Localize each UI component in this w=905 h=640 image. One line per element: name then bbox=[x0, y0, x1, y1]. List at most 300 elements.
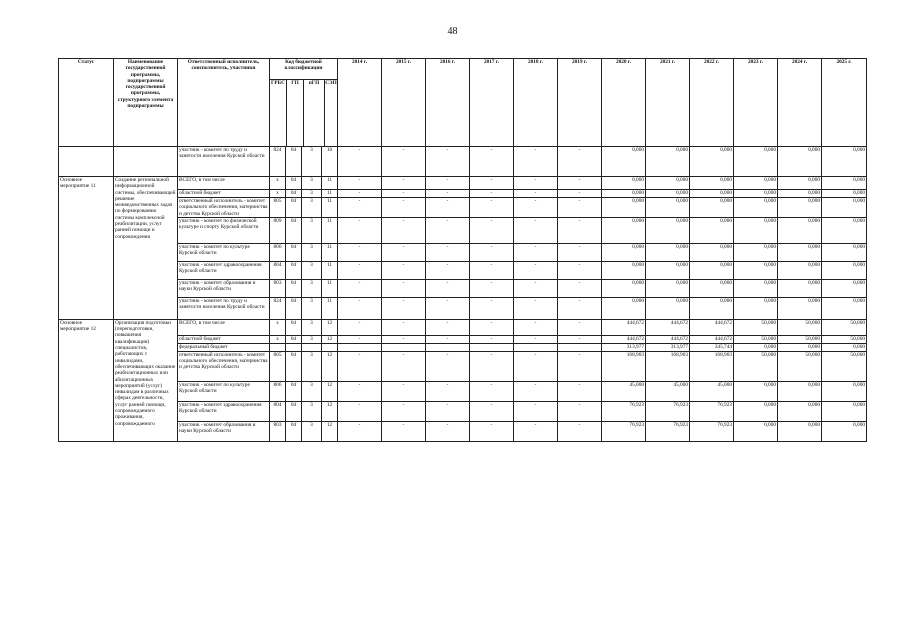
value-cell: 45,000 bbox=[602, 381, 646, 401]
value-cell: 0,000 bbox=[822, 401, 867, 421]
sgp-cell: 11 bbox=[322, 279, 338, 297]
value-cell: - bbox=[558, 243, 602, 261]
table-row bbox=[59, 297, 867, 319]
value-cell: 0,000 bbox=[822, 147, 867, 177]
table-row bbox=[59, 351, 867, 381]
value-cell bbox=[514, 343, 558, 351]
value-cell: - bbox=[426, 217, 470, 243]
value-cell: 0,000 bbox=[690, 279, 734, 297]
value-cell: - bbox=[382, 421, 426, 441]
grbs-cell: 806 bbox=[270, 243, 286, 261]
value-cell: 0,000 bbox=[734, 190, 778, 198]
grbs-cell: 806 bbox=[270, 381, 286, 401]
grbs-cell: х bbox=[270, 319, 286, 335]
sgp-cell: 11 bbox=[322, 217, 338, 243]
value-cell: 0,000 bbox=[690, 217, 734, 243]
value-cell: - bbox=[382, 335, 426, 343]
table-row bbox=[59, 381, 867, 401]
value-cell: 444,672 bbox=[646, 335, 690, 343]
value-cell: 0,000 bbox=[646, 147, 690, 177]
value-cell: 444,672 bbox=[690, 335, 734, 343]
value-cell: - bbox=[382, 190, 426, 198]
responsible-cell: участник - комитет по культуре Курской области bbox=[178, 243, 270, 261]
value-cell: - bbox=[382, 381, 426, 401]
value-cell: - bbox=[470, 421, 514, 441]
value-cell: - bbox=[382, 198, 426, 218]
sgp-cell: 11 bbox=[322, 198, 338, 218]
value-cell: - bbox=[426, 261, 470, 279]
value-cell: - bbox=[382, 243, 426, 261]
table-row bbox=[59, 198, 867, 218]
ogp-cell: 3 bbox=[302, 335, 322, 343]
value-cell: 0,000 bbox=[646, 190, 690, 198]
table-row bbox=[59, 279, 867, 297]
responsible-cell: участник - комитет по труду и занятости населения Курской области bbox=[178, 297, 270, 319]
value-cell: 50,000 bbox=[734, 351, 778, 381]
value-cell: - bbox=[382, 351, 426, 381]
sgp-cell: 11 bbox=[322, 243, 338, 261]
value-cell: 0,000 bbox=[822, 421, 867, 441]
value-cell: - bbox=[426, 198, 470, 218]
table-row bbox=[59, 421, 867, 441]
sgp-cell: 11 bbox=[322, 297, 338, 319]
value-cell: - bbox=[514, 401, 558, 421]
value-cell: 313,977 bbox=[646, 343, 690, 351]
value-cell: 0,000 bbox=[822, 198, 867, 218]
ogp-cell: 3 bbox=[302, 381, 322, 401]
value-cell: - bbox=[514, 198, 558, 218]
status-cell: Основное мероприятие 11 bbox=[59, 177, 114, 320]
header-year: 2017 г. bbox=[470, 59, 514, 147]
header-sgp: СЭП bbox=[325, 80, 337, 86]
name-cell: Организация подготовки (переподготовки, повышения квалификации) специалистов, работающих с инвалидами, обеспечивающих оказание реабилитационных или абилитационных мероприятий (услуг) инвалидам в различных сферах деятельности, услуг ранней помощи, сопровождаемого проживания, сопровождаемого bbox=[114, 319, 178, 441]
value-cell: 0,000 bbox=[778, 243, 822, 261]
value-cell: 0,000 bbox=[602, 177, 646, 190]
value-cell: - bbox=[338, 261, 382, 279]
value-cell: - bbox=[426, 147, 470, 177]
value-cell: - bbox=[514, 319, 558, 335]
value-cell: 0,000 bbox=[822, 261, 867, 279]
value-cell: 50,000 bbox=[778, 335, 822, 343]
gp-cell: 04 bbox=[286, 319, 302, 335]
value-cell: - bbox=[426, 351, 470, 381]
table-row bbox=[59, 190, 867, 198]
value-cell: 50,000 bbox=[734, 319, 778, 335]
value-cell: - bbox=[514, 279, 558, 297]
value-cell: - bbox=[338, 243, 382, 261]
value-cell: 76,923 bbox=[690, 401, 734, 421]
responsible-cell: участник - комитет по труду и занятости населения Курской области bbox=[178, 147, 270, 177]
header-name: Наименование государственной программы, подпрограммы государственной программы, структурного элемента подпрограммы bbox=[114, 59, 178, 147]
value-cell: 0,000 bbox=[778, 297, 822, 319]
value-cell: - bbox=[338, 147, 382, 177]
value-cell: 0,000 bbox=[602, 279, 646, 297]
header-code-group bbox=[270, 59, 338, 147]
value-cell: 0,000 bbox=[690, 190, 734, 198]
value-cell: - bbox=[382, 279, 426, 297]
responsible-cell: участник - комитет образования и науки Курской области bbox=[178, 421, 270, 441]
gp-cell: 04 bbox=[286, 335, 302, 343]
value-cell: - bbox=[426, 279, 470, 297]
value-cell: 0,000 bbox=[734, 243, 778, 261]
header-year: 2025 г. bbox=[822, 59, 867, 147]
value-cell: 0,000 bbox=[602, 243, 646, 261]
responsible-cell: участник - комитет по культуре Курской области bbox=[178, 381, 270, 401]
value-cell: 0,000 bbox=[602, 198, 646, 218]
value-cell: - bbox=[514, 351, 558, 381]
table-row bbox=[59, 147, 867, 177]
gp-cell: 04 bbox=[286, 351, 302, 381]
value-cell: - bbox=[338, 297, 382, 319]
gp-cell: 04 bbox=[286, 198, 302, 218]
value-cell: - bbox=[382, 147, 426, 177]
value-cell: - bbox=[558, 335, 602, 343]
responsible-cell: участник - комитет здравоохранения Курской области bbox=[178, 401, 270, 421]
gp-cell: 04 bbox=[286, 421, 302, 441]
value-cell: - bbox=[382, 401, 426, 421]
value-cell: - bbox=[558, 261, 602, 279]
value-cell: 444,672 bbox=[646, 319, 690, 335]
header-ogp: пГП bbox=[304, 80, 325, 146]
value-cell: - bbox=[514, 177, 558, 190]
grbs-cell: 803 bbox=[270, 421, 286, 441]
header-gp: ГП bbox=[287, 80, 304, 146]
value-cell: 0,000 bbox=[646, 261, 690, 279]
ogp-cell bbox=[302, 343, 322, 351]
responsible-cell: участник - комитет по физической культуре и спорту Курской области bbox=[178, 217, 270, 243]
value-cell: 0,000 bbox=[822, 297, 867, 319]
header-year: 2023 г. bbox=[734, 59, 778, 147]
value-cell: 76,923 bbox=[646, 421, 690, 441]
header-year: 2018 г. bbox=[514, 59, 558, 147]
value-cell: - bbox=[558, 217, 602, 243]
table-row bbox=[59, 217, 867, 243]
table-row bbox=[59, 243, 867, 261]
value-cell: - bbox=[382, 177, 426, 190]
responsible-cell: участник - комитет здравоохранения Курской области bbox=[178, 261, 270, 279]
value-cell: 76,923 bbox=[646, 401, 690, 421]
value-cell: - bbox=[338, 190, 382, 198]
value-cell: 0,000 bbox=[690, 297, 734, 319]
responsible-cell: ВСЕГО, в том числе bbox=[178, 319, 270, 335]
value-cell: 0,000 bbox=[690, 261, 734, 279]
ogp-cell: 3 bbox=[302, 190, 322, 198]
value-cell: 0,000 bbox=[822, 177, 867, 190]
grbs-cell: х bbox=[270, 335, 286, 343]
measure-12-group bbox=[59, 319, 867, 441]
value-cell: 0,000 bbox=[822, 190, 867, 198]
gp-cell: 04 bbox=[286, 177, 302, 190]
value-cell: - bbox=[338, 279, 382, 297]
sgp-cell: 12 bbox=[322, 401, 338, 421]
value-cell: 168,903 bbox=[690, 351, 734, 381]
name-cell bbox=[114, 147, 178, 177]
value-cell: - bbox=[382, 319, 426, 335]
value-cell: - bbox=[426, 177, 470, 190]
value-cell: - bbox=[514, 217, 558, 243]
gp-cell: 04 bbox=[286, 261, 302, 279]
value-cell: - bbox=[426, 335, 470, 343]
value-cell: 0,000 bbox=[822, 279, 867, 297]
value-cell: - bbox=[338, 381, 382, 401]
value-cell: 0,000 bbox=[778, 279, 822, 297]
value-cell: 0,000 bbox=[778, 401, 822, 421]
header-year: 2020 г. bbox=[602, 59, 646, 147]
value-cell: 0,000 bbox=[602, 147, 646, 177]
value-cell: - bbox=[514, 243, 558, 261]
gp-cell: 04 bbox=[286, 217, 302, 243]
value-cell: 0,000 bbox=[734, 343, 778, 351]
gp-cell bbox=[286, 343, 302, 351]
ogp-cell: 3 bbox=[302, 401, 322, 421]
status-cell: Основное мероприятие 12 bbox=[59, 319, 114, 441]
table-row bbox=[59, 177, 867, 190]
header-code: Код бюджетной классификации bbox=[270, 59, 337, 80]
header-year: 2022 г. bbox=[690, 59, 734, 147]
value-cell: 0,000 bbox=[646, 279, 690, 297]
value-cell: 0,000 bbox=[690, 243, 734, 261]
ogp-cell: 3 bbox=[302, 261, 322, 279]
value-cell: 50,000 bbox=[822, 319, 867, 335]
value-cell: 0,000 bbox=[690, 177, 734, 190]
value-cell: - bbox=[514, 421, 558, 441]
grbs-cell bbox=[270, 343, 286, 351]
ogp-cell: 3 bbox=[302, 177, 322, 190]
value-cell: 0,000 bbox=[734, 177, 778, 190]
value-cell: - bbox=[338, 177, 382, 190]
grbs-cell: 805 bbox=[270, 351, 286, 381]
value-cell: 0,000 bbox=[778, 198, 822, 218]
value-cell: - bbox=[514, 335, 558, 343]
value-cell: - bbox=[426, 190, 470, 198]
value-cell: 0,000 bbox=[822, 343, 867, 351]
value-cell: 0,000 bbox=[646, 217, 690, 243]
value-cell: - bbox=[426, 381, 470, 401]
value-cell: - bbox=[470, 198, 514, 218]
value-cell: - bbox=[338, 319, 382, 335]
value-cell: 0,000 bbox=[734, 217, 778, 243]
value-cell: 0,000 bbox=[734, 421, 778, 441]
value-cell: - bbox=[382, 297, 426, 319]
value-cell: - bbox=[514, 261, 558, 279]
value-cell: 50,000 bbox=[734, 335, 778, 343]
sgp-cell: 10 bbox=[322, 147, 338, 177]
value-cell: 0,000 bbox=[778, 217, 822, 243]
value-cell: - bbox=[470, 401, 514, 421]
sgp-cell: 12 bbox=[322, 421, 338, 441]
ogp-cell: 3 bbox=[302, 319, 322, 335]
value-cell bbox=[338, 343, 382, 351]
value-cell bbox=[426, 343, 470, 351]
value-cell: - bbox=[426, 243, 470, 261]
value-cell: - bbox=[558, 297, 602, 319]
measure-11-group bbox=[59, 177, 867, 320]
value-cell: 0,000 bbox=[778, 421, 822, 441]
value-cell: - bbox=[426, 401, 470, 421]
gp-cell: 04 bbox=[286, 190, 302, 198]
value-cell: 0,000 bbox=[778, 177, 822, 190]
gp-cell: 04 bbox=[286, 401, 302, 421]
value-cell: 0,000 bbox=[646, 297, 690, 319]
sgp-cell: 12 bbox=[322, 351, 338, 381]
value-cell: 0,000 bbox=[778, 147, 822, 177]
table-row bbox=[59, 261, 867, 279]
value-cell: 0,000 bbox=[646, 198, 690, 218]
value-cell: 0,000 bbox=[822, 381, 867, 401]
sgp-cell: 11 bbox=[322, 190, 338, 198]
value-cell: 0,000 bbox=[778, 190, 822, 198]
value-cell: 0,000 bbox=[822, 217, 867, 243]
value-cell: - bbox=[470, 147, 514, 177]
table-row bbox=[59, 401, 867, 421]
responsible-cell: участник - комитет образования и науки Курской области bbox=[178, 279, 270, 297]
value-cell: 0,000 bbox=[734, 297, 778, 319]
value-cell: - bbox=[426, 421, 470, 441]
value-cell: 0,000 bbox=[734, 381, 778, 401]
value-cell: 444,672 bbox=[602, 335, 646, 343]
value-cell: 0,000 bbox=[602, 190, 646, 198]
value-cell: - bbox=[470, 319, 514, 335]
value-cell: - bbox=[338, 351, 382, 381]
value-cell bbox=[382, 343, 426, 351]
value-cell bbox=[558, 343, 602, 351]
value-cell: 76,923 bbox=[602, 401, 646, 421]
value-cell: 0,000 bbox=[734, 198, 778, 218]
responsible-cell: ответственный исполнитель - комитет социального обеспечения, материнства и детства Курской области bbox=[178, 351, 270, 381]
responsible-cell: областной бюджет bbox=[178, 335, 270, 343]
header-grbs: ГРБС bbox=[270, 80, 287, 146]
value-cell: - bbox=[558, 190, 602, 198]
value-cell: 313,977 bbox=[602, 343, 646, 351]
grbs-cell: 804 bbox=[270, 401, 286, 421]
value-cell: 50,000 bbox=[778, 319, 822, 335]
value-cell: 168,903 bbox=[602, 351, 646, 381]
header-year: 2019 г. bbox=[558, 59, 602, 147]
sgp-cell: 12 bbox=[322, 319, 338, 335]
table-row bbox=[59, 335, 867, 343]
value-cell: 45,000 bbox=[690, 381, 734, 401]
budget-table bbox=[58, 58, 867, 442]
header-year: 2024 г. bbox=[778, 59, 822, 147]
page-number: 48 bbox=[447, 26, 458, 37]
value-cell bbox=[470, 343, 514, 351]
header-status: Статус bbox=[59, 59, 114, 147]
grbs-cell: 805 bbox=[270, 198, 286, 218]
value-cell: - bbox=[514, 297, 558, 319]
value-cell: - bbox=[338, 335, 382, 343]
value-cell: - bbox=[514, 381, 558, 401]
header-year: 2021 г. bbox=[646, 59, 690, 147]
header-year: 2014 г. bbox=[338, 59, 382, 147]
value-cell: - bbox=[338, 198, 382, 218]
ogp-cell: 3 bbox=[302, 198, 322, 218]
value-cell: 0,000 bbox=[602, 217, 646, 243]
sgp-cell: 12 bbox=[322, 381, 338, 401]
table-row bbox=[59, 343, 867, 351]
value-cell: 0,000 bbox=[778, 261, 822, 279]
value-cell: - bbox=[338, 217, 382, 243]
gp-cell: 04 bbox=[286, 147, 302, 177]
grbs-cell: х bbox=[270, 177, 286, 190]
value-cell: 0,000 bbox=[778, 381, 822, 401]
value-cell: 0,000 bbox=[646, 243, 690, 261]
value-cell: - bbox=[558, 401, 602, 421]
sgp-cell bbox=[322, 343, 338, 351]
value-cell: 45,000 bbox=[646, 381, 690, 401]
value-cell: 0,000 bbox=[690, 198, 734, 218]
ogp-cell: 3 bbox=[302, 217, 322, 243]
value-cell: 0,000 bbox=[690, 147, 734, 177]
table-row bbox=[59, 319, 867, 335]
value-cell: 0,000 bbox=[646, 177, 690, 190]
value-cell: 0,000 bbox=[602, 261, 646, 279]
value-cell: - bbox=[470, 261, 514, 279]
value-cell: 444,672 bbox=[602, 319, 646, 335]
header-responsible: Ответственный исполнитель, соисполнитель, участники bbox=[178, 59, 270, 147]
value-cell: 76,923 bbox=[690, 421, 734, 441]
sgp-cell: 11 bbox=[322, 261, 338, 279]
value-cell: - bbox=[382, 217, 426, 243]
value-cell: - bbox=[470, 351, 514, 381]
sgp-cell: 11 bbox=[322, 177, 338, 190]
gp-cell: 04 bbox=[286, 279, 302, 297]
value-cell: - bbox=[470, 279, 514, 297]
gp-cell: 04 bbox=[286, 297, 302, 319]
value-cell: - bbox=[558, 381, 602, 401]
value-cell: - bbox=[470, 297, 514, 319]
value-cell: - bbox=[558, 421, 602, 441]
name-cell: Создание региональной информационной системы, обеспечивающей решение межведомственных задач по формированию системы комплексной реабилитации, услуг ранней помощи и сопровождения bbox=[114, 177, 178, 320]
value-cell: 50,000 bbox=[822, 351, 867, 381]
ogp-cell: 3 bbox=[302, 147, 322, 177]
value-cell: - bbox=[514, 190, 558, 198]
ogp-cell: 3 bbox=[302, 351, 322, 381]
value-cell: - bbox=[426, 319, 470, 335]
value-cell: 0,000 bbox=[602, 297, 646, 319]
value-cell: - bbox=[470, 177, 514, 190]
value-cell: - bbox=[558, 147, 602, 177]
value-cell: 168,903 bbox=[646, 351, 690, 381]
value-cell: - bbox=[338, 401, 382, 421]
value-cell: - bbox=[558, 351, 602, 381]
ogp-cell: 3 bbox=[302, 297, 322, 319]
value-cell: - bbox=[470, 243, 514, 261]
ogp-cell: 3 bbox=[302, 421, 322, 441]
value-cell: 345,744 bbox=[690, 343, 734, 351]
responsible-cell: федеральный бюджет bbox=[178, 343, 270, 351]
value-cell: 0,000 bbox=[822, 243, 867, 261]
grbs-cell: 803 bbox=[270, 279, 286, 297]
value-cell: - bbox=[558, 198, 602, 218]
value-cell: - bbox=[470, 335, 514, 343]
gp-cell: 04 bbox=[286, 243, 302, 261]
value-cell: 0,000 bbox=[734, 261, 778, 279]
ogp-cell: 3 bbox=[302, 279, 322, 297]
grbs-cell: 824 bbox=[270, 147, 286, 177]
responsible-cell: ВСЕГО, в том числе bbox=[178, 177, 270, 190]
grbs-cell: 824 bbox=[270, 297, 286, 319]
value-cell: - bbox=[470, 217, 514, 243]
sgp-cell: 12 bbox=[322, 335, 338, 343]
grbs-cell: 804 bbox=[270, 261, 286, 279]
value-cell: - bbox=[558, 177, 602, 190]
value-cell: - bbox=[470, 190, 514, 198]
header-year: 2015 г. bbox=[382, 59, 426, 147]
value-cell: - bbox=[470, 381, 514, 401]
value-cell: 76,923 bbox=[602, 421, 646, 441]
ogp-cell: 3 bbox=[302, 243, 322, 261]
value-cell: 0,000 bbox=[734, 401, 778, 421]
